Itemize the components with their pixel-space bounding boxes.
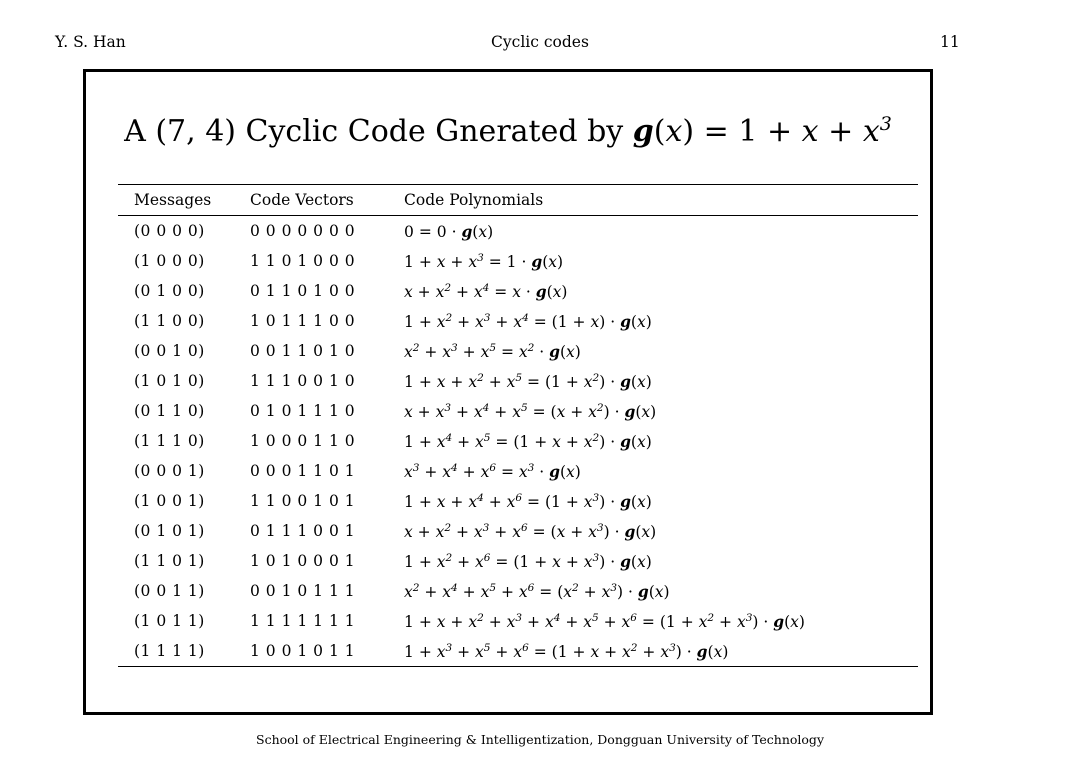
code-vector-cell: 1 0 0 0 1 1 0: [250, 432, 356, 450]
code-vector-cell: 0 1 1 1 0 0 1: [250, 522, 356, 540]
message-cell: (0 0 1 1): [134, 582, 205, 600]
code-polynomial-cell: 0 = 0 · g(x): [404, 221, 494, 241]
message-cell: (1 1 0 1): [134, 552, 205, 570]
code-polynomial-cell: $1 + x + x^2 + x^5 = (1 + x^2) \cdot g(x)$: [404, 371, 652, 391]
code-polynomial-cell: $1 + x + x^2 + x^3 + x^4 + x^5 + x^6 = (1 + x^2 + x^3) \cdot g(x)$: [404, 611, 805, 631]
code-vector-cell: 1 0 1 1 1 0 0: [250, 312, 356, 330]
table-row: [118, 396, 918, 426]
code-vector-cell: 0 0 0 1 1 0 1: [250, 462, 356, 480]
table-header-row: [118, 185, 918, 216]
message-cell: (1 0 0 1): [134, 492, 205, 510]
table-row: [118, 636, 918, 667]
code-vector-cell: 1 1 0 0 1 0 1: [250, 492, 356, 510]
slide-title-text: A (7, 4) Cyclic Code Gnerated by: [124, 114, 633, 149]
column-header-code-polynomials: Code Polynomials: [388, 185, 918, 216]
message-cell: (1 0 0 0): [134, 252, 205, 270]
code-polynomial-cell: $1 + x^2 + x^6 = (1 + x + x^3) \cdot g(x)$: [404, 551, 652, 571]
message-cell: (0 1 0 0): [134, 282, 205, 300]
table-row: [118, 606, 918, 636]
code-vector-cell: 0 1 1 0 1 0 0: [250, 282, 356, 300]
code-polynomial-cell: $x + x^2 + x^3 + x^6 = (x + x^3) \cdot g(x)$: [404, 521, 657, 541]
message-cell: (1 1 1 1): [118, 636, 234, 667]
code-polynomial-cell: $1 + x^3 + x^5 + x^6 = (1 + x + x^2 + x^3) \cdot g(x)$: [388, 636, 918, 667]
header-topic: Cyclic codes: [491, 33, 589, 51]
code-polynomial-cell: $1 + x^2 + x^3 + x^4 = (1 + x) \cdot g(x)$: [404, 311, 652, 331]
generator-polynomial: $g(x) = 1 + x + x^3$: [632, 113, 892, 149]
table-row: [118, 216, 918, 247]
table-row: [118, 336, 918, 366]
code-polynomial-cell: $1 + x^4 + x^5 = (1 + x + x^2) \cdot g(x)$: [404, 431, 652, 451]
slide-frame: [83, 69, 933, 715]
code-vector-cell: 0 1 0 1 1 1 0: [250, 402, 356, 420]
code-polynomial-cell: $x + x^3 + x^4 + x^5 = (x + x^2) \cdot g(x)$: [404, 401, 657, 421]
table-row: [118, 366, 918, 396]
table-row: [118, 306, 918, 336]
code-table: [118, 184, 918, 667]
code-polynomial-cell: $x^2 + x^4 + x^5 + x^6 = (x^2 + x^3) \cdot g(x)$: [404, 581, 670, 601]
message-cell: (0 1 0 1): [134, 522, 205, 540]
table-row: [118, 486, 918, 516]
code-polynomial-cell: $x + x^2 + x^4 = x \cdot g(x)$: [404, 281, 568, 301]
code-vector-cell: 1 0 0 1 0 1 1: [234, 636, 388, 667]
table-row: [118, 246, 918, 276]
message-cell: (1 1 1 0): [134, 432, 205, 450]
page-number: 11: [940, 33, 960, 51]
code-polynomial-cell: $x^2 + x^3 + x^5 = x^2 \cdot g(x)$: [404, 341, 581, 361]
column-header-messages: Messages: [118, 185, 234, 216]
message-cell: (0 0 1 0): [134, 342, 205, 360]
slide-title: [86, 114, 930, 149]
table-row: [118, 426, 918, 456]
code-vector-cell: 1 1 0 1 0 0 0: [250, 252, 356, 270]
code-vector-cell: 1 0 1 0 0 0 1: [250, 552, 356, 570]
code-vector-cell: 0 0 1 1 0 1 0: [250, 342, 356, 360]
message-cell: (1 1 0 0): [134, 312, 205, 330]
table-row: [118, 576, 918, 606]
footer-affiliation: School of Electrical Engineering & Intelligentization, Dongguan University of Technology: [256, 732, 824, 747]
code-vector-cell: 0 0 1 0 1 1 1: [250, 582, 356, 600]
message-cell: (0 1 1 0): [134, 402, 205, 420]
message-cell: (1 0 1 1): [134, 612, 205, 630]
table-row: [118, 456, 918, 486]
code-polynomial-cell: $1 + x + x^4 + x^6 = (1 + x^3) \cdot g(x)$: [404, 491, 652, 511]
column-header-code-vectors: Code Vectors: [234, 185, 388, 216]
table-row: [118, 546, 918, 576]
code-polynomial-cell: $1 + x + x^3 = 1 \cdot g(x)$: [404, 251, 564, 271]
message-cell: (0 0 0 1): [134, 462, 205, 480]
message-cell: (1 0 1 0): [134, 372, 205, 390]
header-author: Y. S. Han: [55, 33, 126, 51]
table-row: [118, 276, 918, 306]
message-cell: (0 0 0 0): [134, 222, 205, 240]
table-row: [118, 516, 918, 546]
code-vector-cell: 1 1 1 0 0 1 0: [250, 372, 356, 390]
code-vector-cell: 1 1 1 1 1 1 1: [250, 612, 356, 630]
code-polynomial-cell: $x^3 + x^4 + x^6 = x^3 \cdot g(x)$: [404, 461, 581, 481]
code-vector-cell: 0 0 0 0 0 0 0: [250, 222, 356, 240]
